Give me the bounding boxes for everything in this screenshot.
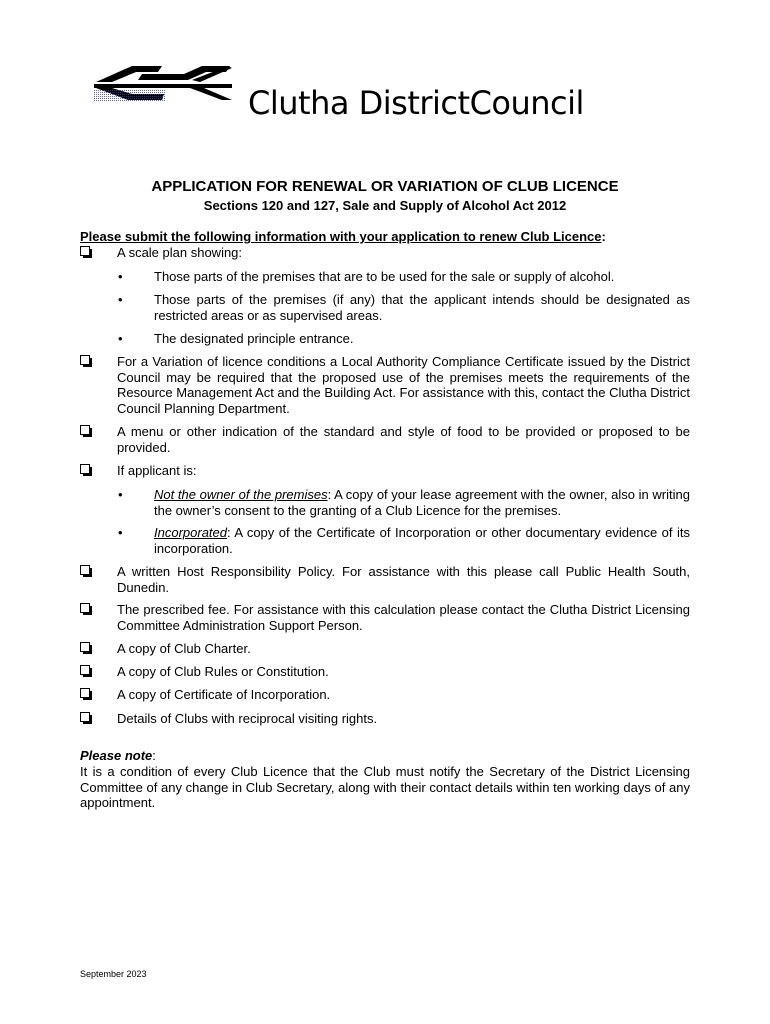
checklist-item-scale-plan [80,245,690,261]
not-owner-label: Not the owner of the premises [154,487,328,502]
not-owner-text: : A copy of your lease agreement with the owner, also in writing the owner’s consent to the granting of a Club Licence for the premises. [154,487,690,518]
bullet-text: The designated principle entrance. [154,331,354,346]
checkbox-icon [80,712,90,722]
bullet-text [154,525,690,556]
checklist-item-menu [80,424,690,455]
note-text: It is a condition of every Club Licence that the Club must notify the Secretary of the District Licensing Committee of any change in Club Secretary, along with their contact details within ten working days of any appointment. [80,764,690,810]
instructions-heading [80,229,606,244]
form-title: APPLICATION FOR RENEWAL OR VARIATION OF CLUB LICENCE [151,178,619,195]
item-text: A copy of Club Rules or Constitution. [117,664,329,679]
bullet-item-incorporated [118,525,690,556]
council-name: Clutha DistrictCouncil [248,84,584,122]
note-heading-colon: : [152,748,156,763]
item-text: For a Variation of licence conditions a Local Authority Compliance Certificate issued by the District Council may be required that the proposed use of the premises meets the requirements of the Resource Management Act and the Building Act. For assistance with this, contact the Clutha District Council Planning Department. [117,354,691,416]
item-text: The prescribed fee. For assistance with this calculation please contact the Clutha District Licensing Committee Administration Support Person. [117,602,690,633]
bullet-icon: • [118,292,123,307]
checklist-item-variation [80,354,690,416]
note-heading-label: Please note [80,748,153,763]
form-subtitle: Sections 120 and 127, Sale and Supply of Alcohol Act 2012 [203,198,567,213]
checkbox-icon [80,246,90,256]
checklist-item-fee [80,602,690,633]
bullet-item-not-owner [118,487,690,518]
item-text: A menu or other indication of the standard and style of food to be provided or proposed to be provided. [117,424,690,455]
checkbox-icon [80,603,90,613]
item-text: A copy of Certificate of Incorporation. [117,687,331,702]
item-text: A scale plan showing: [117,245,243,260]
checklist-item-if-applicant [80,463,690,479]
checkbox-icon [80,642,90,652]
bullet-icon: • [118,525,123,540]
incorporated-label: Incorporated [154,525,227,540]
checkbox-icon [80,565,90,575]
note-heading [80,748,156,763]
item-text: A copy of Club Charter. [117,641,251,656]
checkbox-icon [80,425,90,435]
bullet-item [118,331,690,347]
checkbox-icon [80,688,90,698]
incorporated-text: : A copy of the Certificate of Incorporation or other documentary evidence of its incorporation. [154,525,690,556]
item-text: If applicant is: [117,463,197,478]
checklist-item-charter [80,641,690,657]
bullet-text: Those parts of the premises that are to be used for the sale or supply of alcohol. [154,269,615,284]
bullet-icon: • [118,331,123,346]
footer-date: September 2023 [80,969,147,979]
bullet-item [118,269,690,285]
checklist-item-certificate [80,687,690,703]
checklist-item-rules [80,664,690,680]
instructions-colon: : [601,229,606,244]
bullet-icon: • [118,269,123,284]
checklist-item-reciprocal [80,711,690,727]
bullet-text: Those parts of the premises (if any) that the applicant intends should be designated as restricted areas or as supervised areas. [154,292,690,323]
checkbox-icon [80,665,90,675]
instructions-heading-text: Please submit the following information with your application to renew Club Licence [80,229,602,244]
item-text: Details of Clubs with reciprocal visiting rights. [117,711,378,726]
checkbox-icon [80,464,90,474]
bullet-item [118,292,690,323]
checklist-item-host-policy [80,564,690,595]
bullet-text [154,487,690,518]
item-text: A written Host Responsibility Policy. For assistance with this please call Public Health South, Dunedin. [117,564,690,595]
cdc-logo-icon [92,64,234,102]
checkbox-icon [80,355,90,365]
bullet-icon: • [118,487,123,502]
